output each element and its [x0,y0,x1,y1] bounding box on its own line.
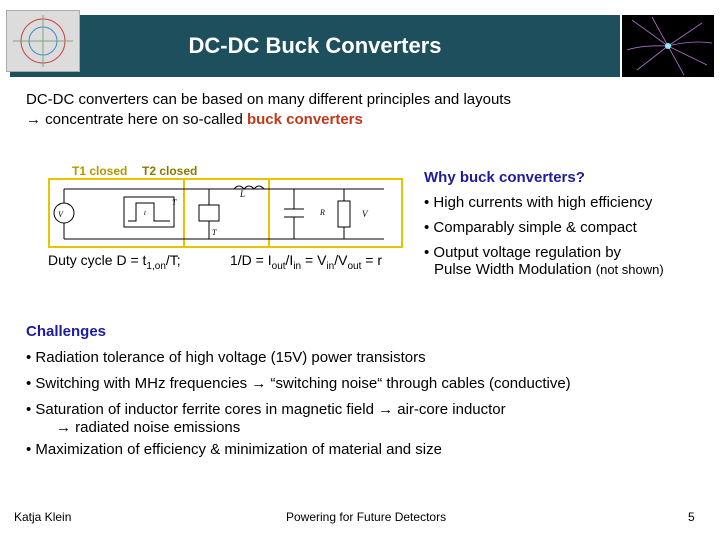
ratio-sub-1: out [271,260,286,272]
svg-text:t: t [144,209,146,217]
event-display-graphic [622,15,714,77]
svg-text:V: V [58,210,63,219]
svg-text:L: L [240,189,246,199]
intro-line-1: DC-DC converters can be based on many different principles and layouts [26,91,511,108]
challenges-section [26,319,571,463]
cms-logo-graphic [7,11,79,71]
ratio-part-a: 1/D = I [230,252,272,268]
arrow-icon: → [56,419,71,436]
slide-title: DC-DC Buck Converters [188,33,442,58]
cms-logo [6,10,80,72]
buck-converter-circuit [44,165,404,250]
why-item: • Comparably simple & compact [424,219,637,236]
challenge-item: • Radiation tolerance of high voltage (15V) power transistors [26,349,426,366]
ratio-part-d: /V [334,252,348,268]
state-label-t2: T2 closed [142,164,198,178]
svg-text:R: R [320,208,325,217]
footer-center: Powering for Future Detectors [286,510,447,524]
ratio-sub-4: out [347,260,362,272]
ratio-part-c: = V [301,252,327,268]
ratio-part-b: /I [285,252,294,268]
why-item: • Output voltage regulation by [424,244,622,261]
duty-prefix: Duty cycle D = t [48,252,147,268]
pwm-text: Pulse Width Modulation [434,261,592,278]
challenge-2-result: “switching noise“ through cables (conductive) [270,375,571,392]
duty-sub: 1,on [146,260,166,272]
ratio-sub-2: in [293,260,302,272]
why-title: Why buck converters? [424,169,585,186]
svg-text:V: V [362,209,368,219]
challenge-item [26,371,571,397]
challenge-3-text: • Saturation of inductor ferrite cores in magnetic field [26,401,379,418]
intro-text [26,90,511,130]
event-display-image [622,15,714,77]
title-bar [10,15,620,77]
svg-text:T: T [212,228,217,237]
intro-line-2 [26,110,511,130]
ratio-part-e: = r [361,252,382,268]
challenge-2-text: • Switching with MHz frequencies [26,375,252,392]
arrow-icon: → [378,401,394,418]
challenge-item: • Maximization of efficiency & minimization of material and size [26,441,442,458]
footer-author: Katja Klein [14,510,72,524]
not-shown-note: (not shown) [595,262,664,277]
challenges-title: Challenges [26,323,107,340]
ratio-sub-3: in [326,260,335,272]
why-item: • High currents with high efficiency [424,194,653,211]
challenge-3-continuation: radiated noise emissions [75,419,241,436]
arrow-icon: → [251,375,267,392]
duty-suffix: /T; [165,252,181,268]
why-buck-converters [424,165,664,279]
page-number: 5 [688,510,695,524]
arrow-icon: → [26,111,41,128]
ratio-formula [230,252,382,272]
state-label-t1: T1 closed [72,164,128,178]
svg-text:T: T [172,198,177,207]
buck-converters-highlight: buck converters [246,111,363,128]
intro-line-2-prefix: concentrate here on so-called [45,111,247,128]
challenge-3-result: air-core inductor [397,401,506,418]
why-item-continuation [424,261,664,279]
circuit-schematic [44,165,404,250]
duty-cycle-formula [48,252,181,272]
